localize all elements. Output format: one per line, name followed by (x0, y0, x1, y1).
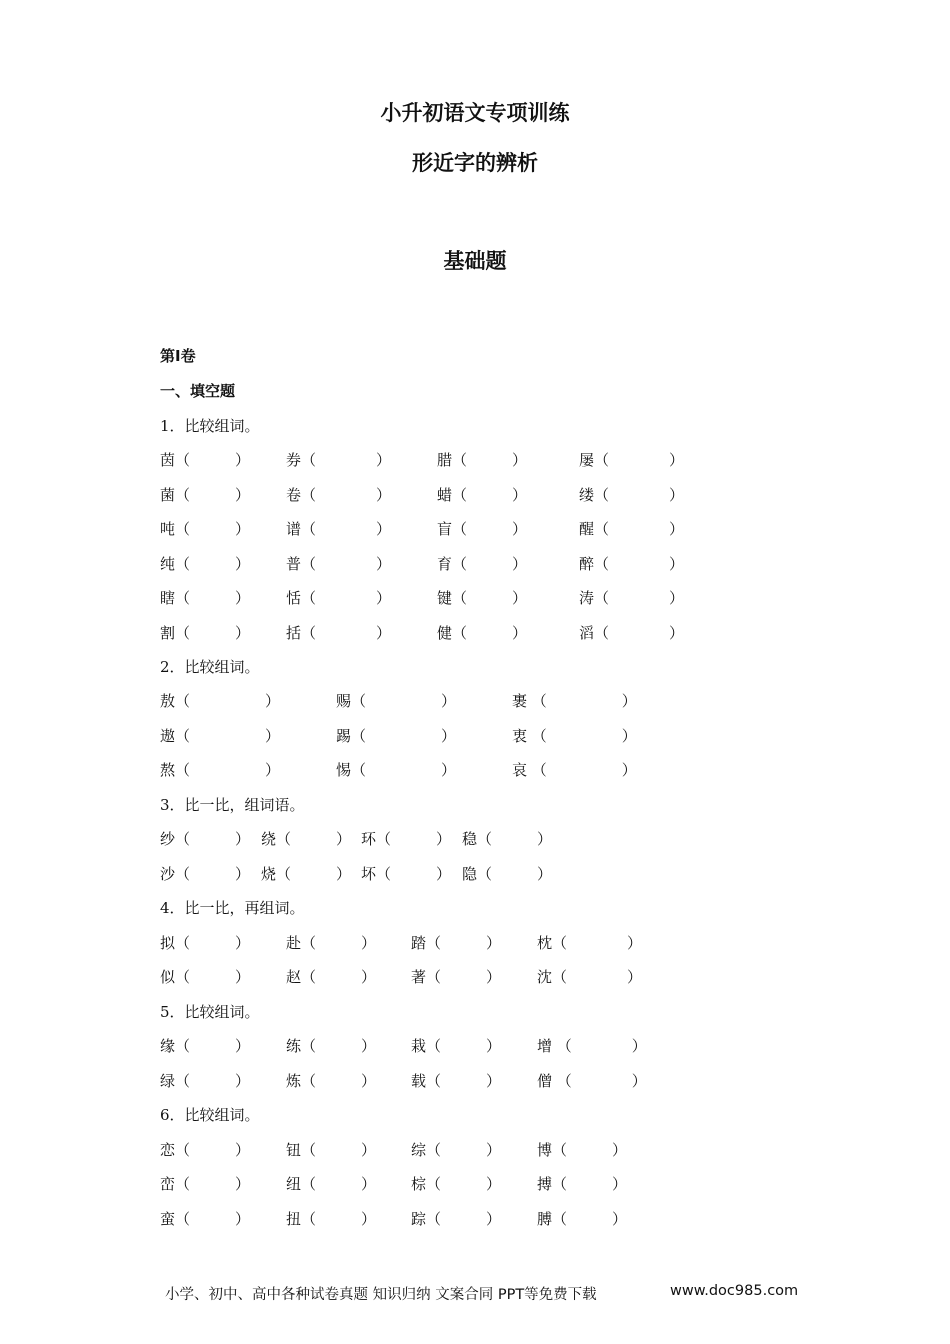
word-blank[interactable]: 谱（ ） (286, 520, 392, 538)
word-blank[interactable]: 踢（ ） (336, 727, 457, 745)
question-label: 6．比较组词。 (160, 1106, 260, 1124)
word-blank[interactable]: 踪（ ） (411, 1210, 502, 1228)
section-heading: 一、填空题 (160, 382, 236, 400)
question-label: 1．比较组词。 (160, 417, 260, 435)
word-blank[interactable]: 醒（ ） (579, 520, 685, 538)
question-label: 4．比一比，再组词。 (160, 899, 305, 917)
word-blank[interactable]: 练（ ） (286, 1037, 377, 1055)
doc-title: 小升初语文专项训练 (380, 101, 570, 125)
word-blank[interactable]: 纱（ ） (160, 830, 251, 848)
word-blank[interactable]: 坏（ ） (361, 865, 452, 883)
word-blank[interactable]: 综（ ） (411, 1141, 502, 1159)
word-blank[interactable]: 绕（ ） (261, 830, 352, 848)
word-blank[interactable]: 茵（ ） (160, 451, 251, 469)
word-blank[interactable]: 恋（ ） (160, 1141, 251, 1159)
word-blank[interactable]: 蛮（ ） (160, 1210, 251, 1228)
word-blank[interactable]: 健（ ） (437, 624, 528, 642)
word-blank[interactable]: 栽（ ） (411, 1037, 502, 1055)
footer-url[interactable]: www.doc985.com (670, 1283, 799, 1299)
word-blank[interactable]: 缘（ ） (160, 1037, 251, 1055)
word-blank[interactable]: 哀 （ ） (512, 761, 637, 779)
word-blank[interactable]: 育（ ） (437, 555, 528, 573)
word-blank[interactable]: 滔（ ） (579, 624, 685, 642)
word-blank[interactable]: 吨（ ） (160, 520, 251, 538)
word-blank[interactable]: 赴（ ） (286, 934, 377, 952)
word-blank[interactable]: 踏（ ） (411, 934, 502, 952)
word-blank[interactable]: 搏（ ） (537, 1175, 628, 1193)
word-blank[interactable]: 载（ ） (411, 1072, 502, 1090)
volume-label: 第Ⅰ卷 (160, 347, 196, 365)
word-blank[interactable]: 蜡（ ） (437, 486, 528, 504)
word-blank[interactable]: 拟（ ） (160, 934, 251, 952)
word-blank[interactable]: 菌（ ） (160, 486, 251, 504)
word-blank[interactable]: 枕（ ） (537, 934, 643, 952)
word-blank[interactable]: 钮（ ） (286, 1141, 377, 1159)
word-blank[interactable]: 瞎（ ） (160, 589, 251, 607)
word-blank[interactable]: 熬（ ） (160, 761, 281, 779)
word-blank[interactable]: 赐（ ） (336, 692, 457, 710)
word-blank[interactable]: 括（ ） (286, 624, 392, 642)
word-blank[interactable]: 膊（ ） (537, 1210, 628, 1228)
word-blank[interactable]: 增 （ ） (537, 1037, 647, 1055)
level-heading: 基础题 (443, 249, 507, 273)
question-label: 3．比一比，组词语。 (160, 796, 305, 814)
word-blank[interactable]: 纯（ ） (160, 555, 251, 573)
word-blank[interactable]: 缕（ ） (579, 486, 685, 504)
word-blank[interactable]: 惕（ ） (336, 761, 457, 779)
word-blank[interactable]: 沙（ ） (160, 865, 251, 883)
word-blank[interactable]: 涛（ ） (579, 589, 685, 607)
word-blank[interactable]: 普（ ） (286, 555, 392, 573)
word-blank[interactable]: 稳（ ） (462, 830, 553, 848)
word-blank[interactable]: 裹 （ ） (512, 692, 637, 710)
word-blank[interactable]: 遨（ ） (160, 727, 281, 745)
word-blank[interactable]: 纽（ ） (286, 1175, 377, 1193)
question-label: 2．比较组词。 (160, 658, 260, 676)
word-blank[interactable]: 券（ ） (286, 451, 392, 469)
word-blank[interactable]: 卷（ ） (286, 486, 392, 504)
word-blank[interactable]: 峦（ ） (160, 1175, 251, 1193)
word-blank[interactable]: 醉（ ） (579, 555, 685, 573)
word-blank[interactable]: 烧（ ） (261, 865, 352, 883)
word-blank[interactable]: 扭（ ） (286, 1210, 377, 1228)
doc-subtitle: 形近字的辨析 (412, 151, 538, 175)
word-blank[interactable]: 恬（ ） (286, 589, 392, 607)
word-blank[interactable]: 环（ ） (361, 830, 452, 848)
word-blank[interactable]: 著（ ） (411, 968, 502, 986)
footer-text: 小学、初中、高中各种试卷真题 知识归纳 文案合同 PPT等免费下载 (165, 1287, 597, 1303)
word-blank[interactable]: 僧 （ ） (537, 1072, 647, 1090)
word-blank[interactable]: 博（ ） (537, 1141, 628, 1159)
word-blank[interactable]: 键（ ） (437, 589, 528, 607)
word-blank[interactable]: 炼（ ） (286, 1072, 377, 1090)
word-blank[interactable]: 棕（ ） (411, 1175, 502, 1193)
word-blank[interactable]: 割（ ） (160, 624, 251, 642)
word-blank[interactable]: 似（ ） (160, 968, 251, 986)
word-blank[interactable]: 绿（ ） (160, 1072, 251, 1090)
word-blank[interactable]: 隐（ ） (462, 865, 553, 883)
word-blank[interactable]: 屡（ ） (579, 451, 685, 469)
word-blank[interactable]: 沈（ ） (537, 968, 643, 986)
word-blank[interactable]: 赵（ ） (286, 968, 377, 986)
word-blank[interactable]: 衷 （ ） (512, 727, 637, 745)
word-blank[interactable]: 敖（ ） (160, 692, 281, 710)
question-label: 5．比较组词。 (160, 1003, 260, 1021)
word-blank[interactable]: 腊（ ） (437, 451, 528, 469)
word-blank[interactable]: 盲（ ） (437, 520, 528, 538)
